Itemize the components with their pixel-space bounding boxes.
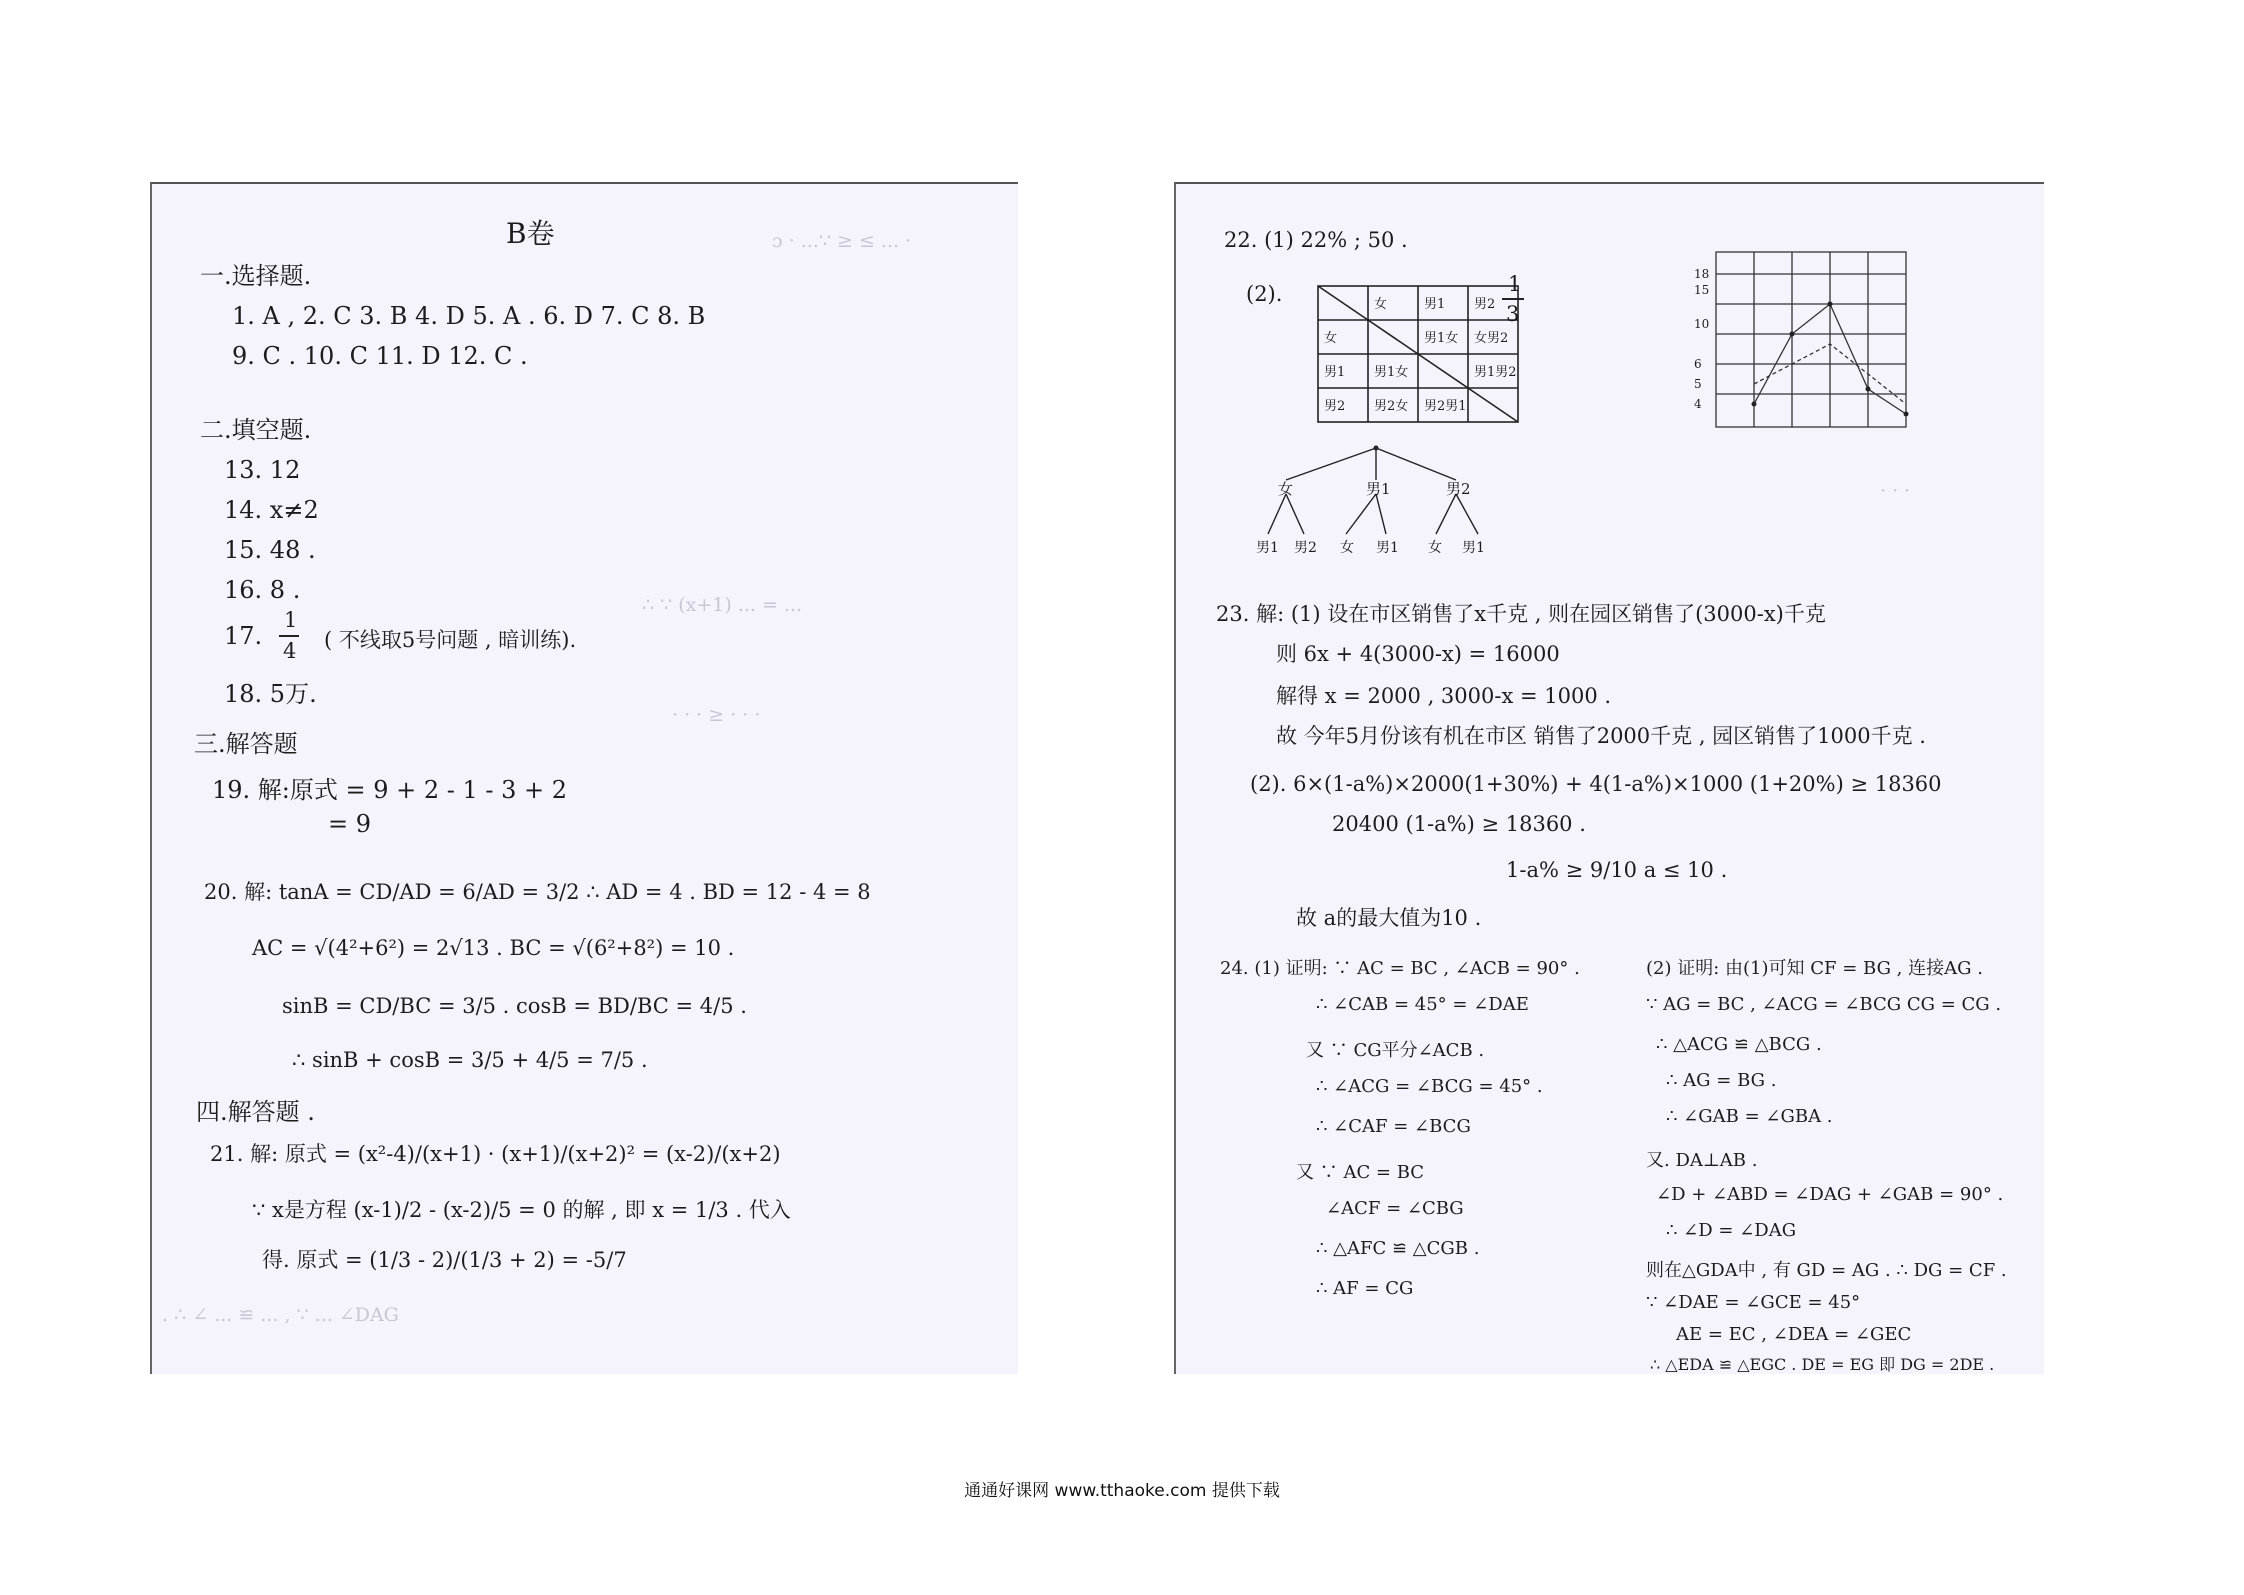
q21-line1: 21. 解: 原式 = (x²-4)/(x+1) · (x+1)/(x+2)² = (x-2)/(x+2) (210, 1142, 781, 1166)
q24-right-line: ∴ △ACG ≌ △BCG . (1656, 1034, 1822, 1055)
q20-line4: ∴ sinB + cosB = 3/5 + 4/5 = 7/5 . (292, 1048, 648, 1072)
q19-line2: = 9 (328, 810, 372, 838)
table-cell: 男1 (1424, 297, 1446, 312)
solve-heading: 三.解答题 (194, 730, 298, 758)
q21-line3: 得. 原式 = (1/3 - 2)/(1/3 + 2) = -5/7 (262, 1248, 627, 1272)
q24-right-line: ∴ ∠GAB = ∠GBA . (1666, 1106, 1833, 1127)
q23-line1: 23. 解: (1) 设在市区销售了x千克 , 则在园区销售了(3000-x)千克 (1216, 602, 1826, 626)
line-chart-sketch (1686, 244, 1926, 444)
q22-line1: 22. (1) 22% ; 50 . (1224, 228, 1408, 252)
table-cell: 男2女 (1374, 399, 1409, 414)
tree-level2-label: 男1 (1462, 540, 1485, 556)
table-cell: 男1 (1324, 365, 1346, 380)
q23-line4: 故 今年5月份该有机在市区 销售了2000千克 , 园区销售了1000千克 . (1276, 724, 1926, 748)
choice-answers-row2: 9. C . 10. C 11. D 12. C . (232, 342, 528, 370)
q24-right-line: ∠D + ∠ABD = ∠DAG + ∠GAB = 90° . (1656, 1184, 2004, 1205)
tree-level2-label: 男2 (1294, 540, 1317, 556)
table-cell: 男1女 (1424, 331, 1459, 346)
probability-table (1316, 284, 1526, 429)
fill-answer-16: 16. 8 . (224, 576, 301, 604)
solve2-heading: 四.解答题 . (196, 1098, 315, 1126)
table-cell: 女男2 (1474, 331, 1509, 346)
q24-right-line: ∴ ∠D = ∠DAG (1666, 1220, 1797, 1241)
table-cell: 女 (1324, 331, 1338, 346)
fill-answer-15: 15. 48 . (224, 536, 316, 564)
chart-tick: 15 (1694, 283, 1710, 297)
tree-level1-label: 男2 (1446, 480, 1471, 498)
q23-line6: 20400 (1-a%) ≥ 18360 . (1332, 812, 1586, 836)
q24-left-line: 24. (1) 证明: ∵ AC = BC , ∠ACB = 90° . (1220, 958, 1580, 979)
fill-answer-13: 13. 12 (224, 456, 301, 484)
table-cell: 男1男2 (1474, 365, 1517, 380)
q23-line3: 解得 x = 2000 , 3000-x = 1000 . (1276, 684, 1612, 708)
q22-fraction-numerator: 1 (1508, 272, 1522, 296)
table-cell: 男2 (1474, 297, 1496, 312)
answer-sheet-left (150, 182, 1018, 1374)
fill-answer-18: 18. 5万. (224, 680, 317, 708)
tree-level2-label: 男1 (1256, 540, 1279, 556)
q24-left-line: ∴ AF = CG (1316, 1278, 1414, 1299)
q23-line5: (2). 6×(1-a%)×2000(1+30%) + 4(1-a%)×1000 (1+20%) ≥ 18360 (1250, 772, 1942, 796)
answer-sheet-right (1174, 182, 2044, 1374)
q24-left-line: ∴ ∠CAB = 45° = ∠DAE (1316, 994, 1529, 1015)
tree-level2-label: 男1 (1376, 540, 1399, 556)
q23-line7: 1-a% ≥ 9/10 a ≤ 10 . (1506, 858, 1728, 882)
tree-level2-label: 女 (1340, 540, 1354, 556)
fill-17-note: ( 不线取5号问题 , 暗训练). (324, 628, 577, 652)
q24-right-line: ∴ △EDA ≌ △EGC . DE = EG 即 DG = 2DE . (1650, 1355, 1995, 1374)
table-cell: 女 (1374, 297, 1388, 312)
tree-level2-label: 女 (1428, 540, 1442, 556)
q24-right-line: ∵ AG = BC , ∠ACG = ∠BCG CG = CG . (1646, 994, 2002, 1015)
chart-tick: 18 (1694, 267, 1710, 281)
q20-line3: sinB = CD/BC = 3/5 . cosB = BD/BC = 4/5 . (282, 994, 747, 1018)
choice-answers-row1: 1. A , 2. C 3. B 4. D 5. A . 6. D 7. C 8. B (232, 302, 706, 330)
q24-left-line: 又 ∵ CG平分∠ACB . (1306, 1040, 1485, 1061)
table-cell: 男1女 (1374, 365, 1409, 380)
table-cell: 男2 (1324, 399, 1346, 414)
q23-line2: 则 6x + 4(3000-x) = 16000 (1276, 642, 1560, 666)
q24-left-line: 又 ∵ AC = BC (1296, 1162, 1425, 1183)
bleed-through-text: ɔ · ...∵ ≥ ≤ ... · (772, 230, 912, 252)
tree-diagram (1256, 444, 1496, 564)
q24-left-line: ∴ △AFC ≌ △CGB . (1316, 1238, 1480, 1259)
footer-credit: 通通好课网 www.tthaoke.com 提供下载 (964, 1481, 1280, 1501)
q20-line1: 20. 解: tanA = CD/AD = 6/AD = 3/2 ∴ AD = 4 . BD = 12 - 4 = 8 (204, 880, 871, 904)
fraction-bar (1502, 298, 1524, 300)
q24-right-line: 则在△GDA中 , 有 GD = AG . ∴ DG = CF . (1646, 1260, 2007, 1281)
fill-17-numerator: 1 (284, 608, 298, 632)
table-cell: 男2男1 (1424, 399, 1467, 414)
fill-answer-14: 14. x≠2 (224, 496, 319, 524)
chart-tick: 4 (1694, 397, 1702, 411)
q24-right-line: (2) 证明: 由(1)可知 CF = BG , 连接AG . (1646, 958, 1983, 979)
q24-right-line: 又. DA⊥AB . (1646, 1150, 1758, 1171)
tree-level1-label: 女 (1278, 480, 1294, 498)
q19-line1: 19. 解:原式 = 9 + 2 - 1 - 3 + 2 (212, 776, 568, 804)
q24-left-line: ∴ ∠CAF = ∠BCG (1316, 1116, 1471, 1137)
section-title: B卷 (506, 217, 555, 250)
choice-heading: 一.选择题. (200, 262, 312, 290)
q23-line8: 故 a的最大值为10 . (1296, 906, 1482, 930)
bleed-through-text: ∴ ∵ (x+1) ... = ... (642, 594, 803, 616)
bleed-through-text: . ∴ ∠ ... ≌ ... , ∵ ... ∠DAG (162, 1304, 399, 1326)
q21-line2: ∵ x是方程 (x-1)/2 - (x-2)/5 = 0 的解 , 即 x = 1/3 . 代入 (252, 1198, 791, 1222)
q24-left-line: ∠ACF = ∠CBG (1326, 1198, 1464, 1219)
fill-heading: 二.填空题. (200, 416, 312, 444)
chart-tick: 6 (1694, 357, 1702, 371)
q22-fraction-denominator: 3 (1506, 302, 1520, 326)
q22-line2: (2). (1246, 282, 1283, 306)
q20-line2: AC = √(4²+6²) = 2√13 . BC = √(6²+8²) = 10 . (252, 936, 735, 960)
q24-right-line: ∴ AG = BG . (1666, 1070, 1777, 1091)
chart-tick: 5 (1694, 377, 1702, 391)
fraction-bar (279, 635, 299, 637)
bleed-through-text: · · · (1880, 480, 1911, 502)
fill-17-number: 17. (224, 622, 263, 650)
bleed-through-text: · · · ≥ · · · (672, 704, 761, 726)
q24-left-line: ∴ ∠ACG = ∠BCG = 45° . (1316, 1076, 1543, 1097)
chart-tick: 10 (1694, 317, 1710, 331)
tree-level1-label: 男1 (1366, 480, 1391, 498)
fill-17-denominator: 4 (283, 639, 297, 663)
q24-right-line: ∵ ∠DAE = ∠GCE = 45° (1646, 1292, 1861, 1313)
q24-right-line: AE = EC , ∠DEA = ∠GEC (1676, 1324, 1912, 1345)
